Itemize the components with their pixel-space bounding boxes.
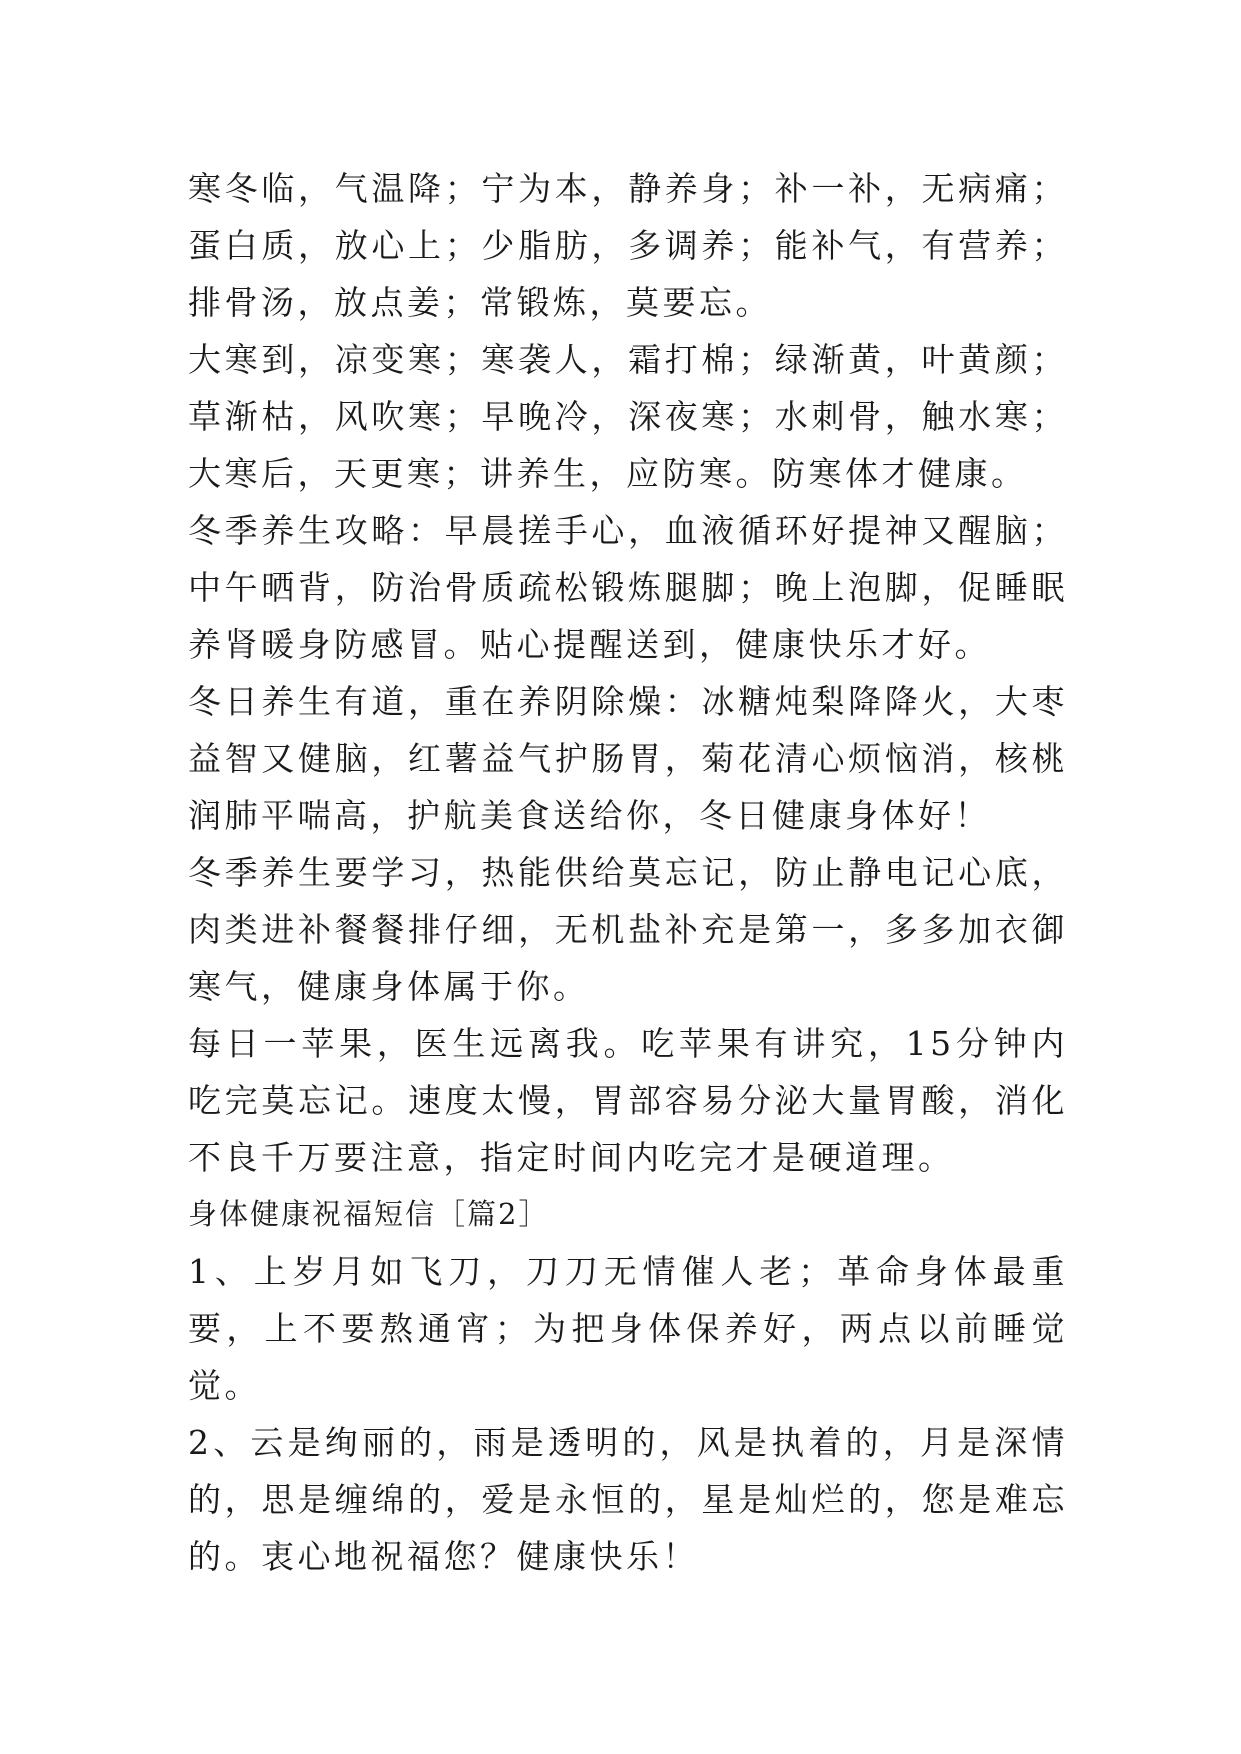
paragraph-winter-nourish: 寒冬临，气温降；宁为本，静养身；补一补，无病痛；蛋白质，放心上；少脂肪，多调养；能补气，有营养；排骨汤，放点姜；常锻炼，莫要忘。 bbox=[188, 169, 1068, 322]
paragraph-apple: 每日一苹果，医生远离我。吃苹果有讲究，15分钟内吃完莫忘记。速度太慢，胃部容易分泌大量胃酸，消化不良千万要注意，指定时间内吃完才是硬道理。 bbox=[188, 1024, 1068, 1177]
paragraph-winter-study: 冬季养生要学习，热能供给莫忘记，防止静电记心底，肉类进补餐餐排仔细，无机盐补充是第一，多多加衣御寒气，健康身体属于你。 bbox=[188, 853, 1068, 1006]
document-page bbox=[188, 160, 1068, 1585]
paragraph-winter-tips: 冬季养生攻略：早晨搓手心，血液循环好提神又醒脑；中午晒背，防治骨质疏松锻炼腿脚；晚上泡脚，促睡眠养肾暖身防感冒。贴心提醒送到，健康快乐才好。 bbox=[188, 511, 1068, 664]
list-item-2: 2、云是绚丽的，雨是透明的，风是执着的，月是深情的，思是缠绵的，爱是永恒的，星是灿烂的，您是难忘的。衷心地祝福您？健康快乐！ bbox=[188, 1423, 1068, 1576]
paragraph-great-cold: 大寒到，凉变寒；寒袭人，霜打棉；绿渐黄，叶黄颜；草渐枯，风吹寒；早晚冷，深夜寒；水刺骨，触水寒；大寒后，天更寒；讲养生，应防寒。防寒体才健康。 bbox=[188, 340, 1068, 493]
list-item-1: 1、上岁月如飞刀，刀刀无情催人老；革命身体最重要，上不要熬通宵；为把身体保养好，两点以前睡觉觉。 bbox=[188, 1252, 1068, 1405]
section-heading: 身体健康祝福短信［篇2］ bbox=[188, 1197, 550, 1231]
paragraph-winter-foods: 冬日养生有道，重在养阴除燥：冰糖炖梨降降火，大枣益智又健脑，红薯益气护肠胃，菊花清心烦恼消，核桃润肺平喘高，护航美食送给你，冬日健康身体好！ bbox=[188, 682, 1068, 835]
